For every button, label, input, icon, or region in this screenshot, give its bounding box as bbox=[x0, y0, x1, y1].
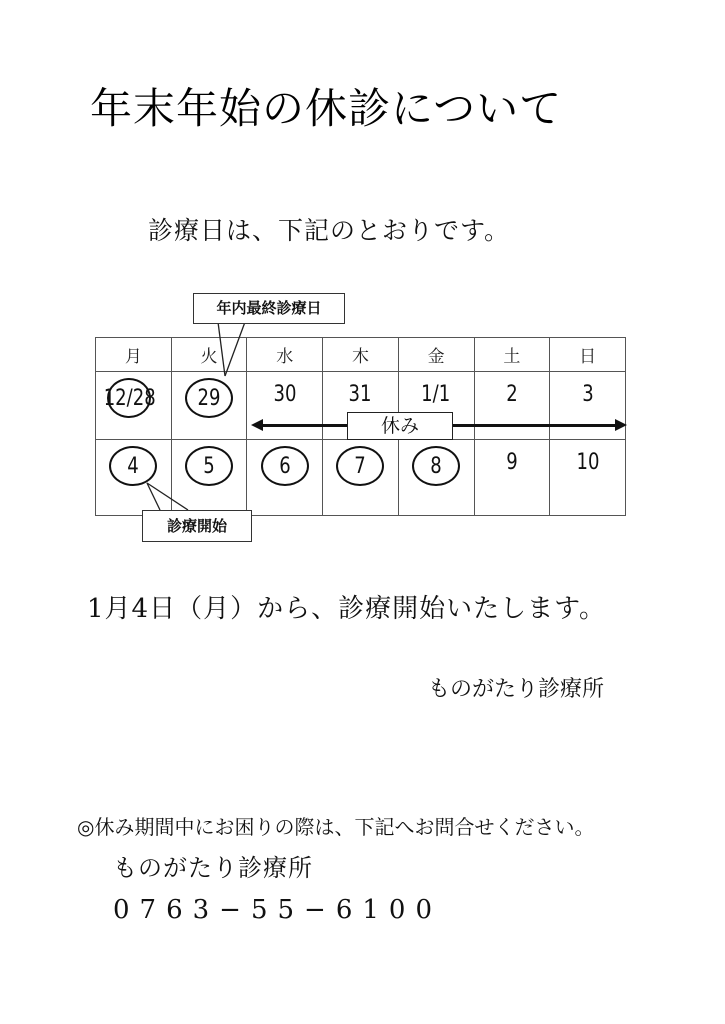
day-number: 5 bbox=[203, 453, 215, 479]
day-cell bbox=[323, 440, 399, 516]
day-number: 4 bbox=[127, 453, 140, 479]
weekday-mon: 月 bbox=[96, 338, 172, 372]
weekday-thu: 木 bbox=[323, 338, 399, 372]
start-message: 1月4日（月）から、診療開始いたします。 bbox=[87, 594, 607, 624]
arrow-right-icon bbox=[615, 419, 627, 431]
day-cell bbox=[550, 440, 626, 516]
day-number: 10 bbox=[576, 450, 600, 475]
callout-last-day: 年内最終診療日 bbox=[193, 293, 345, 324]
circle-mark bbox=[412, 446, 460, 486]
day-number: 3 bbox=[581, 382, 594, 407]
day-number: 8 bbox=[430, 453, 442, 479]
weekday-fri: 金 bbox=[398, 338, 474, 372]
clinic-signature: ものがたり診療所 bbox=[428, 677, 605, 702]
contact-phone: 0763−55−6100 bbox=[113, 895, 442, 925]
day-number: 12/28 bbox=[103, 385, 156, 411]
day-cell bbox=[96, 372, 172, 440]
contact-clinic-name: ものがたり診療所 bbox=[113, 854, 313, 882]
day-number: 6 bbox=[279, 453, 291, 479]
day-number: 1/1 bbox=[421, 382, 451, 407]
circle-mark bbox=[261, 446, 309, 486]
day-cell bbox=[474, 440, 550, 516]
circle-mark bbox=[185, 446, 233, 486]
day-cell bbox=[96, 440, 172, 516]
day-number: 30 bbox=[273, 382, 297, 407]
week-row-2 bbox=[96, 440, 626, 516]
day-cell bbox=[171, 372, 247, 440]
weekday-sun: 日 bbox=[550, 338, 626, 372]
weekday-wed: 水 bbox=[247, 338, 323, 372]
callout-start: 診療開始 bbox=[142, 510, 252, 542]
subtitle: 診療日は、下記のとおりです。 bbox=[148, 216, 511, 245]
day-number: 2 bbox=[506, 382, 518, 407]
day-cell bbox=[171, 440, 247, 516]
weekday-header-row bbox=[96, 338, 626, 372]
day-number: 29 bbox=[197, 385, 221, 411]
day-cell bbox=[398, 440, 474, 516]
circle-mark bbox=[103, 378, 156, 418]
day-number: 31 bbox=[348, 382, 372, 407]
circle-mark bbox=[336, 446, 384, 486]
day-number: 9 bbox=[506, 450, 518, 475]
arrow-left-icon bbox=[251, 419, 263, 431]
page-title: 年末年始の休診について bbox=[90, 84, 563, 133]
weekday-sat: 土 bbox=[474, 338, 550, 372]
day-cell bbox=[247, 440, 323, 516]
rest-label: 休み bbox=[347, 412, 453, 440]
circle-mark bbox=[109, 446, 157, 486]
day-cell bbox=[474, 372, 550, 440]
weekday-tue: 火 bbox=[171, 338, 247, 372]
circle-mark bbox=[185, 378, 233, 418]
day-number: 7 bbox=[354, 453, 367, 479]
contact-notice: ◎休み期間中にお困りの際は、下記へお問合せください。 bbox=[77, 815, 595, 839]
